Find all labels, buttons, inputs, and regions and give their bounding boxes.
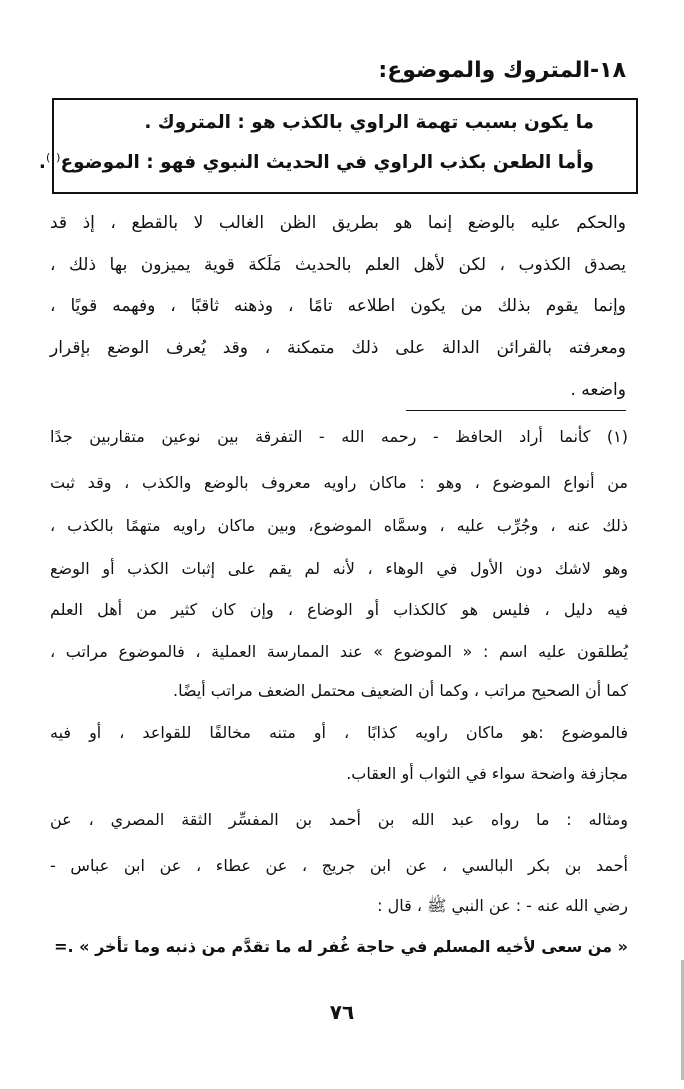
footnote-line: وهو لاشك دون الأول في الوهاء ، لأنه لم يقم على إثبات الكذب أو الوضع: [50, 559, 628, 578]
definition-line-mawdu: [39, 151, 594, 173]
page-number: ٧٦: [329, 1000, 355, 1024]
footnote-line: ذلك عنه ، وجُرِّب عليه ، وسمَّاه الموضوع، وبين ماكان راويه متهمًا بالكذب ،: [50, 516, 628, 535]
footnote-line: يُطلقون عليه اسم : « الموضوع » عند الممارسة العملية ، فالموضوع مراتب ،: [50, 642, 628, 661]
body-line: وإنما يقوم بذلك من يكون اطلاعه تامًا ، وذهنه ثاقبًا ، وفهمه قويًا ،: [50, 296, 626, 316]
footnote-separator: [406, 410, 626, 411]
body-line: واضعه .: [570, 380, 626, 400]
footnote-line: رضي الله عنه - : عن النبي ﷺ ، قال :: [377, 896, 628, 915]
footnote-line: مجازفة واضحة سواء في الثواب أو العقاب.: [346, 764, 628, 783]
definition-line-matruk: ما يكون بسبب تهمة الراوي بالكذب هو : المتروك .: [144, 112, 594, 133]
footnote-line: من أنواع الموضوع ، وهو : ماكان راويه معروف بالوضع والكذب ، وقد ثبت: [50, 473, 628, 492]
footnote-line: (١) كأنما أراد الحافظ - رحمه الله - التفرقة بين نوعين متقاربين جدًا: [50, 427, 628, 446]
body-line: يصدق الكذوب ، لكن لأهل العلم بالحديث مَلَكة قوية يميزون بها ذلك ،: [50, 255, 626, 275]
body-line: ومعرفته بالقرائن الدالة على ذلك متمكنة ، وقد يُعرف الوضع بإقرار: [50, 338, 626, 358]
definition-line-mawdu-text: وأما الطعن بكذب الراوي في الحديث النبوي فهو : الموضوع: [60, 152, 594, 174]
footnote-line: ومثاله : ما رواه عبد الله بن أحمد بن المفسِّر الثقة المصري ، عن: [50, 810, 628, 829]
footnote-line: فالموضوع :هو ماكان راويه كذابًا ، أو متنه مخالفًا للقواعد ، أو فيه: [50, 723, 628, 742]
footnote-line: فيه دليل ، فليس هو كالكذاب أو الوضاع ، وإن كان كثير من أهل العلم: [50, 600, 628, 619]
section-heading: ١٨-المتروك والموضوع:: [378, 58, 626, 83]
footnote-line: كما أن الصحيح مراتب ، وكما أن الضعيف محتمل الضعف مراتب أيضًا.: [172, 681, 628, 700]
footnote-marker: (١): [45, 151, 61, 164]
definition-box: [38, 98, 638, 194]
body-line: والحكم عليه بالوضع إنما هو بطريق الظن الغالب لا بالقطع ، إذ قد: [50, 213, 626, 233]
definition-line-mawdu-end: .: [38, 152, 46, 174]
footnote-line: أحمد بن بكر البالسي ، عن ابن جريج ، عن عطاء ، عن ابن عباس -: [50, 856, 628, 875]
footnote-line-hadith: « من سعى لأخيه المسلم في حاجة غُفر له ما تقدَّم من ذنبه وما تأخر » .=: [54, 937, 628, 956]
